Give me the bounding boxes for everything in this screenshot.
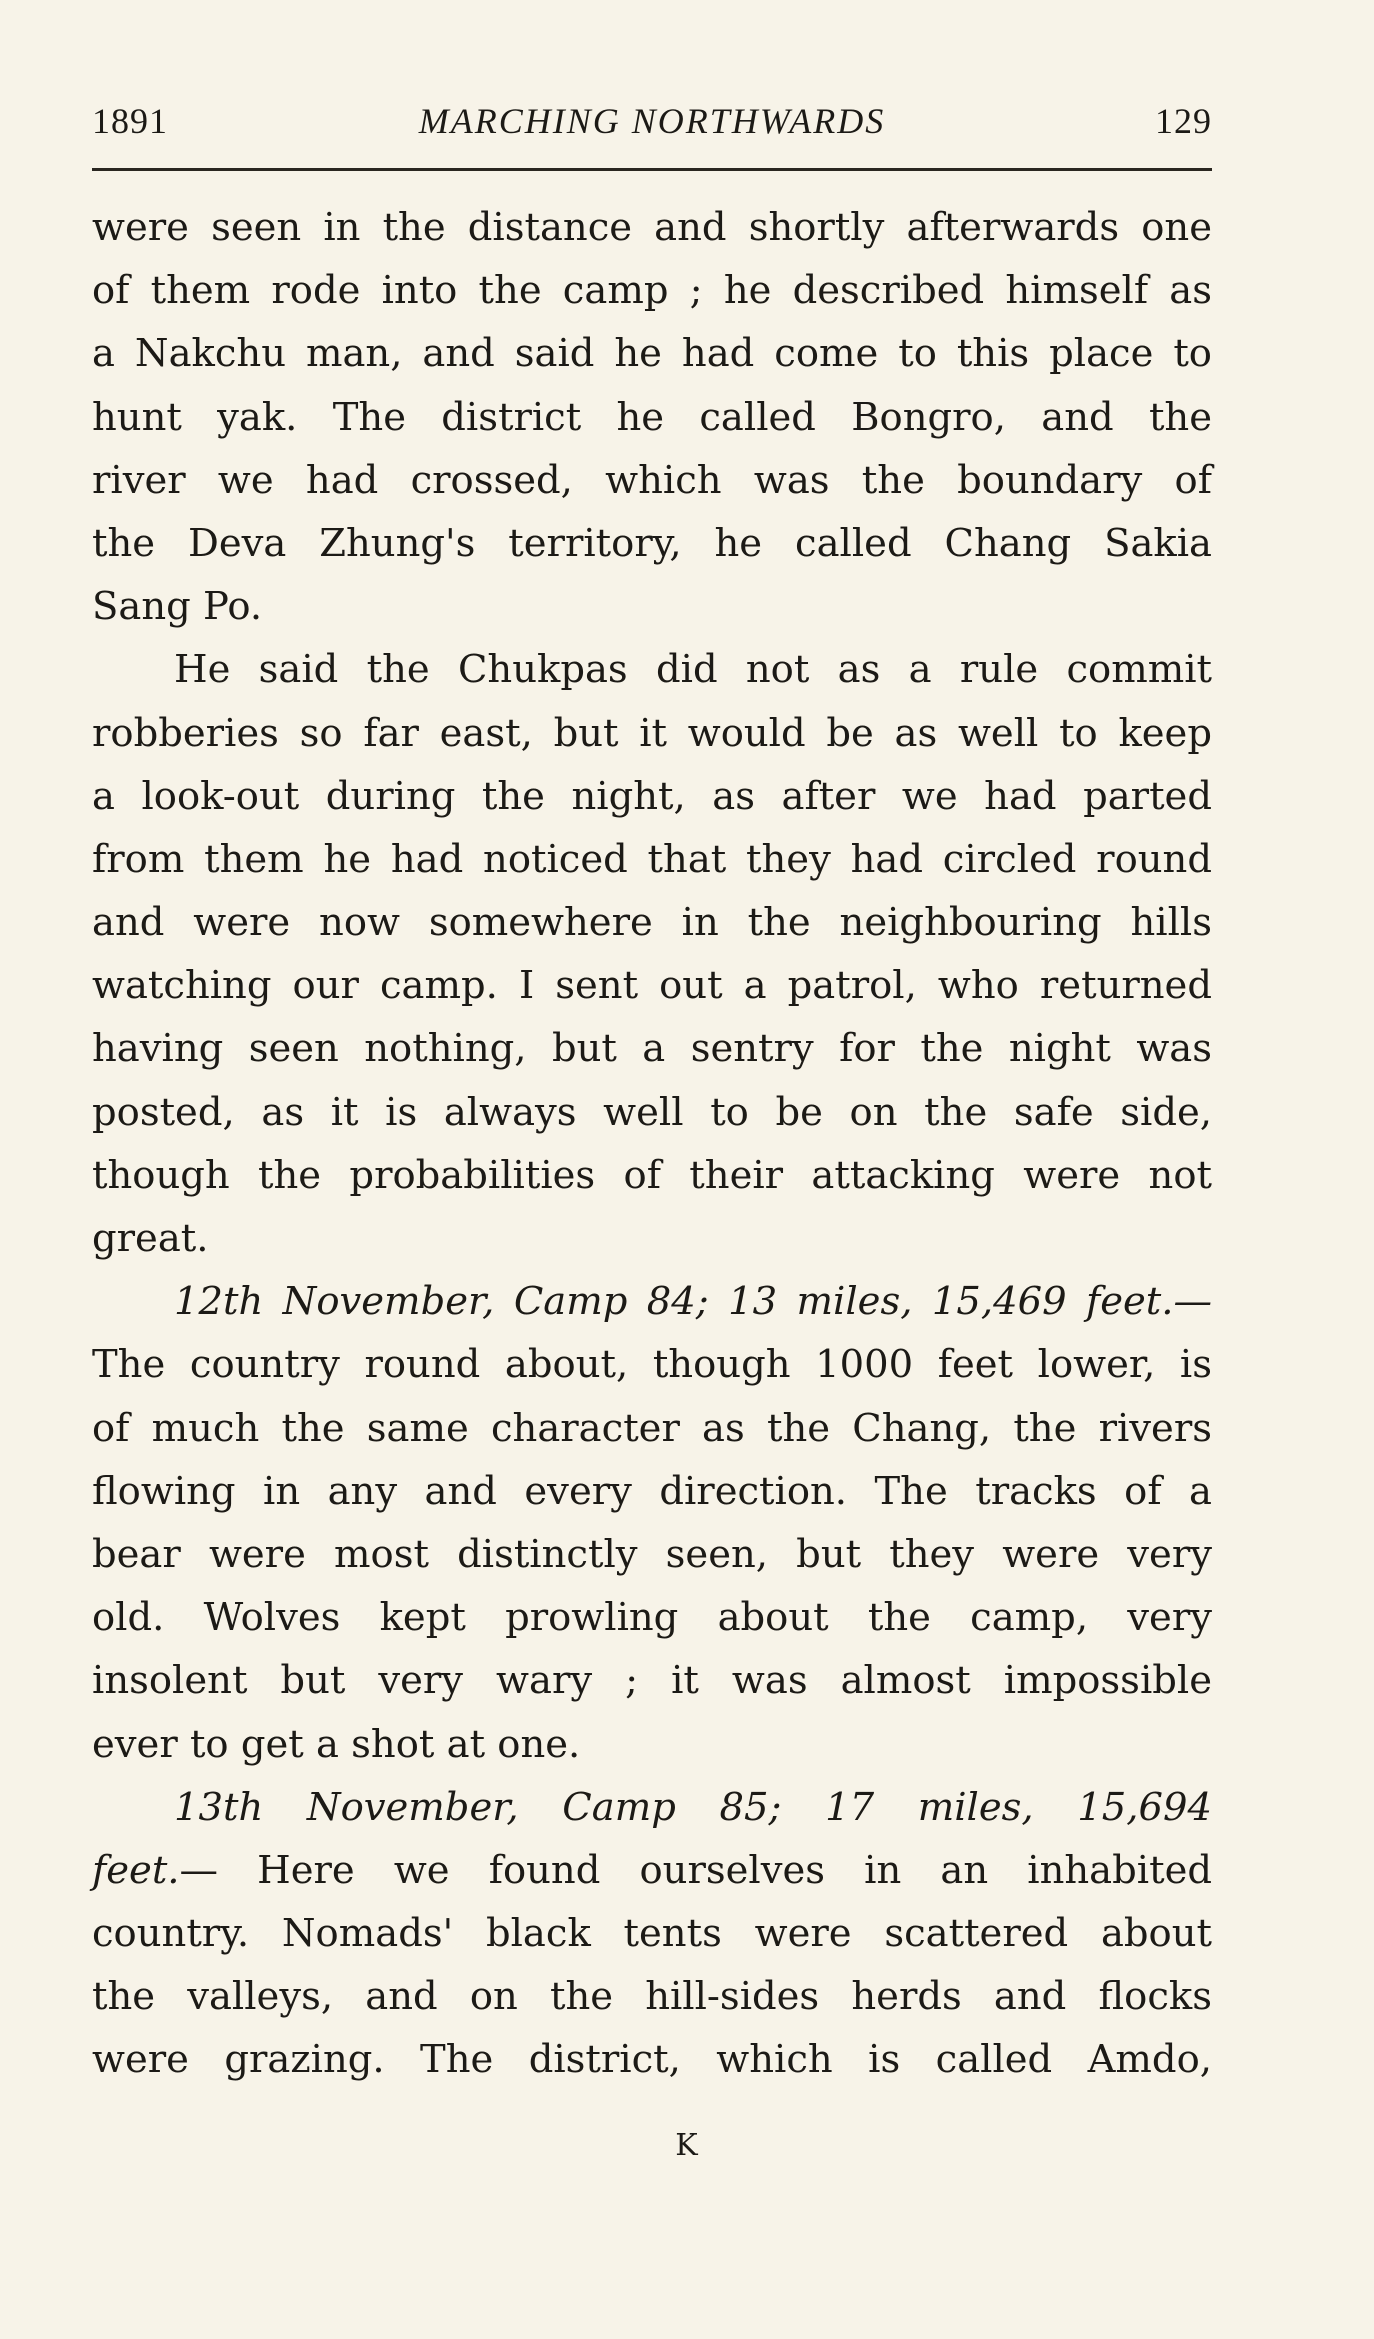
running-head <box>92 100 1212 156</box>
text-line: bear were most distinctly seen, but they were very <box>92 1531 1212 1577</box>
text-line: the Deva Zhung's territory, he called Chang Sakia <box>92 520 1212 566</box>
text-line: were grazing. The district, which is called Amdo, <box>92 2037 1212 2083</box>
text-line: country. Nomads' black tents were scattered about <box>92 1911 1212 1957</box>
running-head-title: MARCHING NORTHWARDS <box>418 101 886 141</box>
text-line: a Nakchu man, and said he had come to this place to <box>92 331 1212 377</box>
text-line: were seen in the distance and shortly afterwards one <box>92 205 1212 250</box>
text-line: of much the same character as the Chang, the rivers <box>92 1405 1212 1451</box>
text-line: great. <box>92 1216 209 1261</box>
body-text <box>92 196 1212 2092</box>
text-line: ever to get a shot at one. <box>92 1721 581 1767</box>
text-line: though the probabilities of their attacking were not <box>92 1152 1212 1198</box>
text-line: of them rode into the camp ; he described himself as <box>92 268 1212 314</box>
text-line: a look-out during the night, as after we had parted <box>92 773 1212 819</box>
text-line: insolent but very wary ; it was almost impossible <box>92 1658 1212 1704</box>
entry-heading-line: 12th November, Camp 84; 13 miles, 15,469 feet.— <box>174 1279 1212 1325</box>
signature-mark: K <box>675 2128 699 2163</box>
text-line: river we had crossed, which was the boundary of <box>92 457 1212 503</box>
text-line: hunt yak. The district he called Bongro, and the <box>92 394 1212 440</box>
text-line: old. Wolves kept prowling about the camp, very <box>92 1595 1212 1641</box>
text-line: the valleys, and on the hill-sides herds and flocks <box>92 1974 1212 2020</box>
header-rule <box>92 168 1212 171</box>
text-line: from them he had noticed that they had circled round <box>92 836 1212 882</box>
text-line: and were now somewhere in the neighbouring hills <box>92 900 1212 946</box>
text-line: robberies so far east, but it would be as well to keep <box>92 710 1212 756</box>
text-line: posted, as it is always well to be on the safe side, <box>92 1089 1212 1135</box>
running-head-year: 1891 <box>92 101 168 141</box>
text-line: watching our camp. I sent out a patrol, who returned <box>92 963 1212 1009</box>
text-line-continuation: — Here we found ourselves in an inhabited <box>179 1847 1212 1893</box>
text-line: having seen nothing, but a sentry for the night was <box>92 1026 1212 1072</box>
text-line: Sang Po. <box>92 584 263 630</box>
entry-heading-continuation: feet. <box>92 1847 180 1893</box>
text-line: The country round about, though 1000 feet lower, is <box>92 1342 1212 1388</box>
text-line: flowing in any and every direction. The tracks of a <box>92 1468 1212 1514</box>
entry-heading-line: 13th November, Camp 85; 17 miles, 15,694 <box>174 1784 1212 1830</box>
text-line <box>92 1839 1212 1902</box>
text-line: He said the Chukpas did not as a rule commit <box>174 647 1212 693</box>
page-number: 129 <box>1155 101 1212 141</box>
